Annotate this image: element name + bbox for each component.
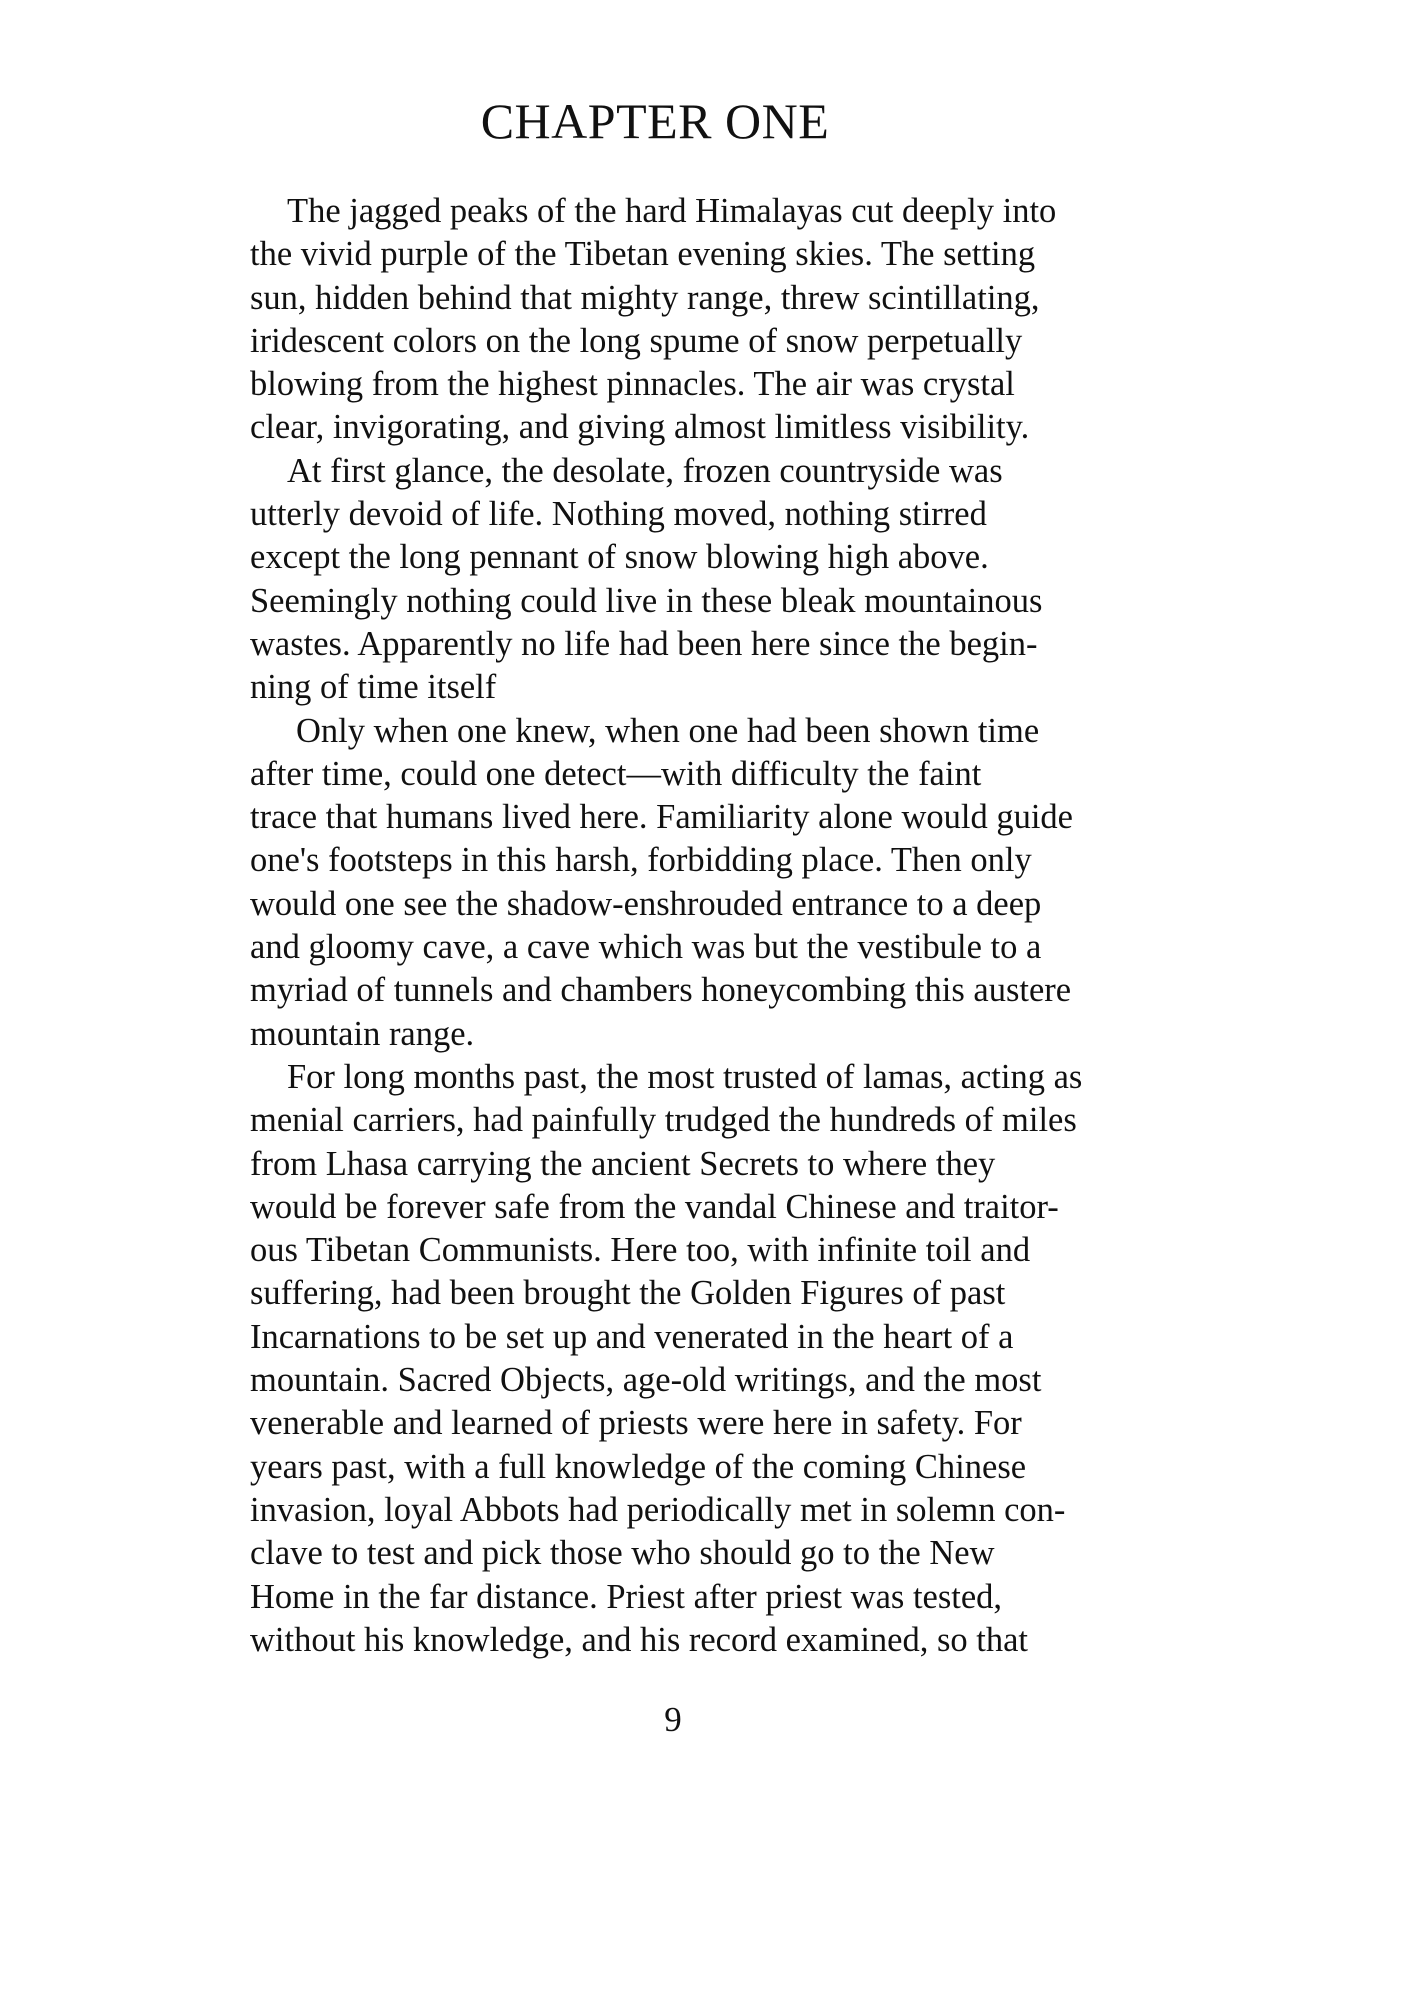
text-line: clave to test and pick those who should go to the New	[250, 1534, 995, 1573]
text-line: trace that humans lived here. Familiarity alone would guide	[250, 798, 1073, 837]
text-line: Only when one knew, when one had been shown time	[296, 711, 1040, 750]
text-line: ous Tibetan Communists. Here too, with infinite toil and	[250, 1231, 1031, 1270]
text-line: mountain. Sacred Objects, age-old writings, and the most	[250, 1361, 1042, 1400]
text-line: The jagged peaks of the hard Himalayas cut deeply into	[287, 192, 1057, 230]
text-line: from Lhasa carrying the ancient Secrets to where they	[250, 1144, 996, 1183]
text-line: without his knowledge, and his record examined, so that	[250, 1620, 1029, 1659]
text-line: sun, hidden behind that mighty range, threw scintillating,	[250, 278, 1040, 317]
text-line: blowing from the highest pinnacles. The air was crystal	[250, 365, 1015, 404]
text-line: the vivid purple of the Tibetan evening skies. The setting	[250, 235, 1036, 274]
text-line: iridescent colors on the long spume of snow perpetually	[250, 321, 1023, 360]
text-line: clear, invigorating, and giving almost limitless visibility.	[250, 408, 1030, 447]
paragraph-4	[250, 1056, 1170, 1662]
text-line: Home in the far distance. Priest after priest was tested,	[250, 1577, 1003, 1616]
text-line: Incarnations to be set up and venerated in the heart of a	[250, 1317, 1014, 1356]
text-line: suffering, had been brought the Golden Figures of past	[250, 1274, 1006, 1313]
text-line: menial carriers, had painfully trudged the hundreds of miles	[250, 1101, 1077, 1140]
text-line: would be forever safe from the vandal Chinese and traitor-	[250, 1187, 1059, 1226]
text-line: would one see the shadow-enshrouded entrance to a deep	[250, 884, 1042, 923]
text-line: Seemingly nothing could live in these bleak mountainous	[250, 581, 1043, 620]
text-line: At first glance, the desolate, frozen countryside was	[287, 451, 1003, 490]
text-line: myriad of tunnels and chambers honeycombing this austere	[250, 971, 1072, 1010]
text-line: one's footsteps in this harsh, forbidding place. Then only	[250, 841, 1032, 880]
text-line: except the long pennant of snow blowing high above.	[250, 538, 989, 577]
paragraph-1	[250, 190, 1170, 450]
text-line: mountain range.	[250, 1014, 475, 1053]
text-line: invasion, loyal Abbots had periodically met in solemn con-	[250, 1490, 1066, 1529]
paragraph-3	[250, 710, 1170, 1056]
text-line: and gloomy cave, a cave which was but the vestibule to a	[250, 928, 1042, 967]
text-line: wastes. Apparently no life had been here since the begin-	[250, 624, 1038, 663]
body-text	[250, 190, 1170, 1662]
text-line: years past, with a full knowledge of the coming Chinese	[250, 1447, 1027, 1486]
text-line: after time, could one detect—with difficulty the faint	[250, 754, 982, 793]
paragraph-2	[250, 450, 1170, 710]
text-line: For long months past, the most trusted of lamas, acting as	[287, 1057, 1083, 1096]
chapter-title: CHAPTER ONE	[480, 93, 830, 149]
text-line: ning of time itself	[250, 668, 497, 707]
page-number: 9	[664, 1700, 682, 1739]
text-line: utterly devoid of life. Nothing moved, nothing stirred	[250, 495, 987, 534]
text-line: venerable and learned of priests were here in safety. For	[250, 1404, 1022, 1443]
